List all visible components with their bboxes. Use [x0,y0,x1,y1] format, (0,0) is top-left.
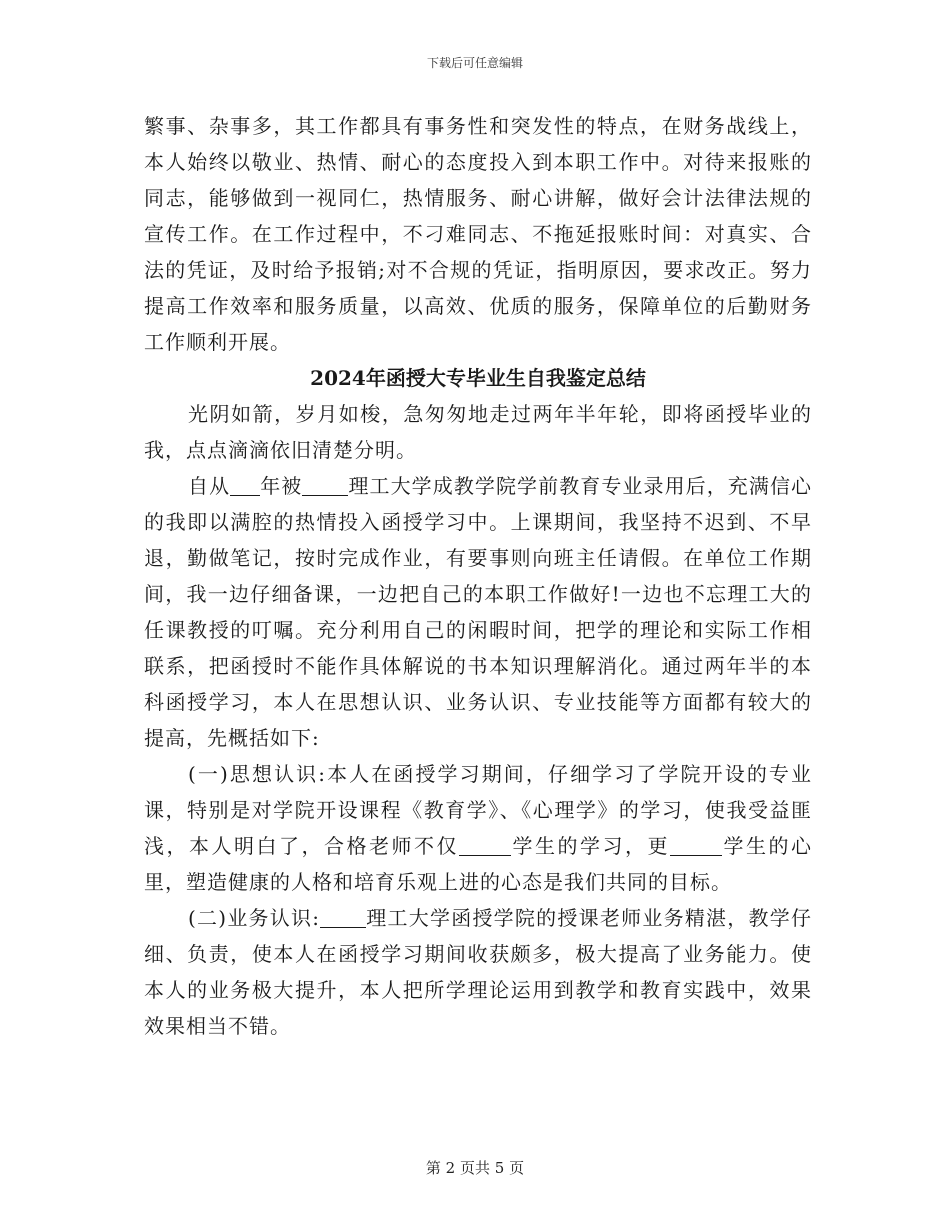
blank-underline [459,835,511,856]
paragraph-intro: 光阴如箭，岁月如梭，急匆匆地走过两年半年轮，即将函授毕业的我，点点滴滴依旧清楚分明。 [144,402,812,462]
page-header: 下载后可任意编辑 [426,56,523,70]
document-body [144,108,812,1044]
blank-underline [320,907,366,928]
blank-underline [302,475,348,496]
text-segment: 学生的学习，更 [511,834,670,858]
section-title: 2024年函授大专毕业生自我鉴定总结 [310,366,646,390]
blank-underline [670,835,722,856]
text-segment: (一)思想认识:本人在函授学习期间，仔细学习了学院开设的专业课，特别是对学院开设课程《教育学》、《心理学》的学习，使我受益匪浅，本人明白了，合格老师不仅 [144,762,812,858]
blank-underline [230,475,260,496]
page-number: 第 2 页共 5 页 [425,1159,525,1177]
text-segment: 年被 [260,474,303,498]
text-segment: 学生的心里，塑造健康的人格和培育乐观上进的心态是我们共同的目标。 [144,834,812,894]
paragraph-finance-work: 繁事、杂事多，其工作都具有事务性和突发性的特点，在财务战线上，本人始终以敬业、热情、耐心的态度投入到本职工作中。对待来报账的同志，能够做到一视同仁，热情服务、耐心讲解，做好会计法律法规的宣传工作。在工作过程中，不刁难同志、不拖延报账时间：对真实、合法的凭证，及时给予报销;对不合规的凭证，指明原因，要求改正。努力提高工作效率和服务质量，以高效、优质的服务，保障单位的后勤财务工作顺利开展。 [144,114,812,354]
text-segment: 自从 [188,474,231,498]
paragraph-professional-understanding [144,900,812,1044]
text-segment: 理工大学函授学院的授课老师业务精湛，教学仔细、负责，使本人在函授学习期间收获颇多，极大提高了业务能力。使本人的业务极大提升，本人把所学理论运用到教学和教育实践中，效果效果相当不错。 [144,906,813,1038]
text-segment: 理工大学成教学院学前教育专业录用后，充满信心的我即以满腔的热情投入函授学习中。上课期间，我坚持不迟到、不早退，勤做笔记，按时完成作业，有要事则向班主任请假。在单位工作期间，我一边仔细备课，一边把自己的本职工作做好!一边也不忘理工大的任课教授的叮嘱。充分利用自己的闲暇时间，把学的理论和实际工作相联系，把函授时不能作具体解说的书本知识理解消化。通过两年半的本科函授学习，本人在思想认识、业务认识、专业技能等方面都有较大的提高，先概括如下: [144,474,813,750]
paragraph-study-experience [144,468,812,756]
text-segment: (二)业务认识: [188,906,321,930]
paragraph-ideological-understanding [144,756,812,900]
